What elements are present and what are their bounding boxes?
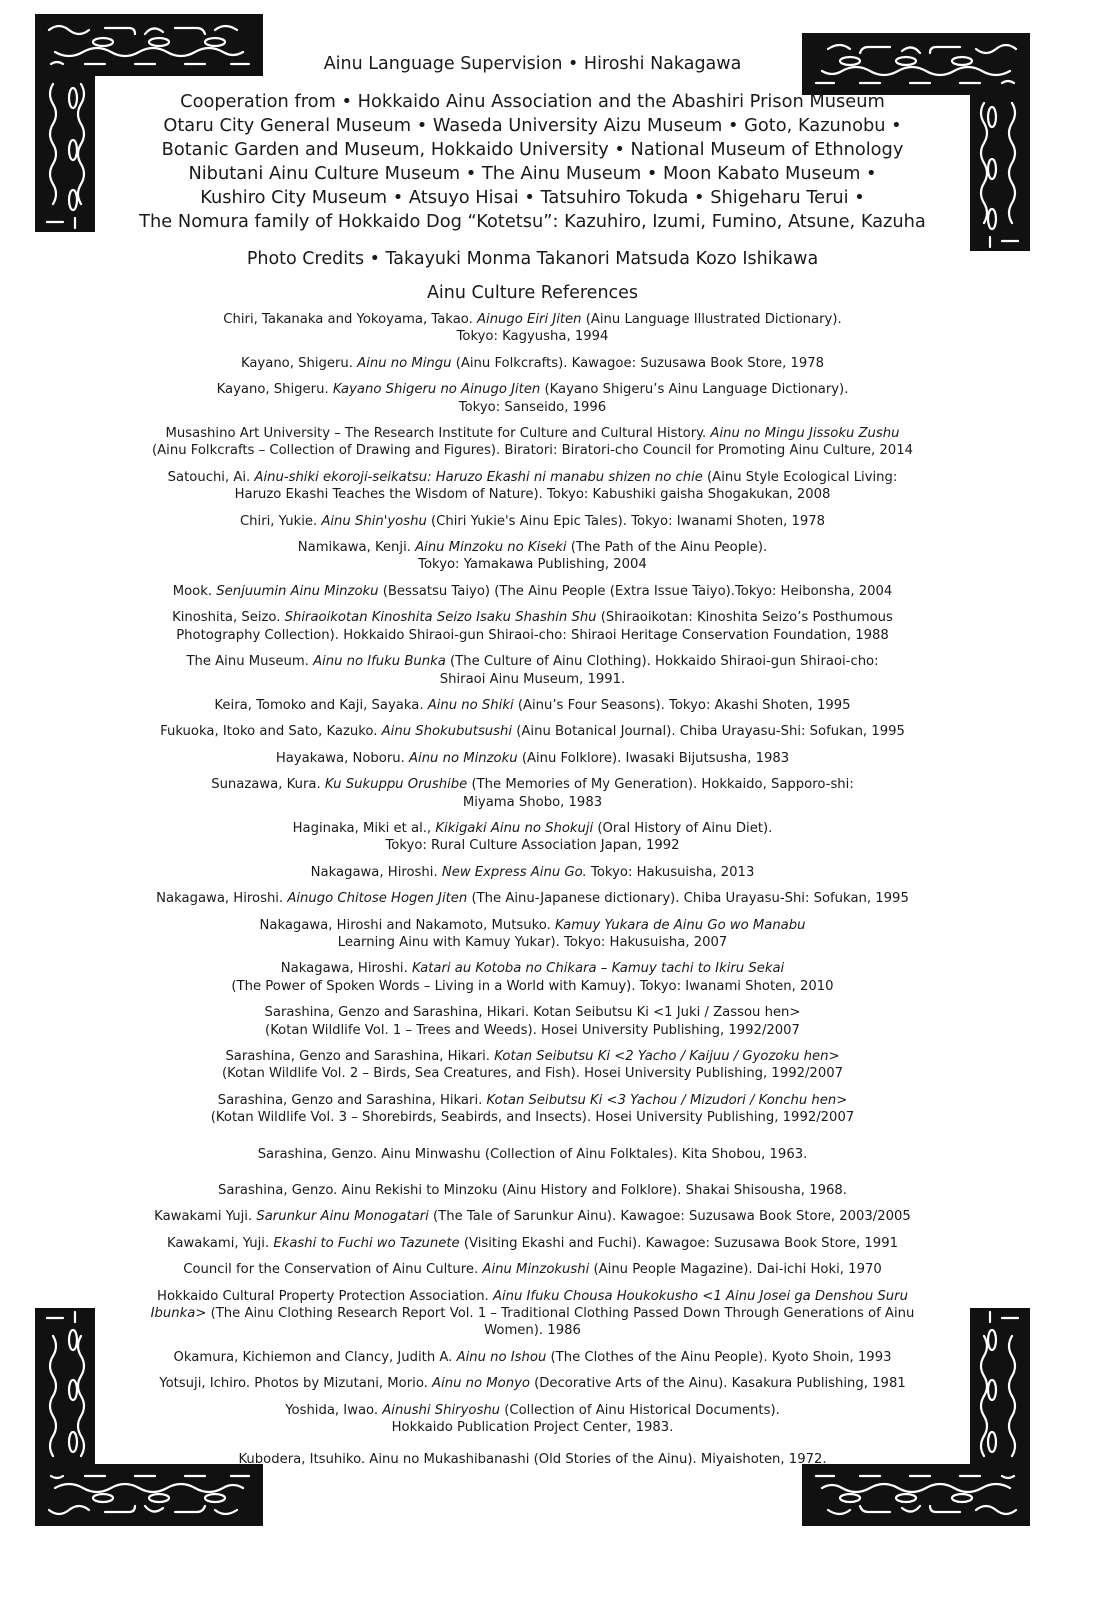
reference-title: Ekashi to Fuchi wo Tazunete [273, 1235, 460, 1251]
reference-entry [100, 311, 965, 346]
reference-line [100, 1261, 965, 1278]
reference-text: (Ainu Style Ecological Living: [702, 469, 898, 485]
references-heading: Ainu Culture References [426, 283, 639, 303]
reference-title: Katari au Kotoba no Chikara – Kamuy tachi to Ikiru Sekai [411, 961, 785, 977]
reference-text: (Ainu Botanical Journal). Chiba Urayasu-Shi: Sofukan, 1995 [512, 724, 905, 740]
reference-line [100, 425, 965, 442]
reference-line [100, 864, 965, 881]
reference-line [100, 1022, 965, 1039]
reference-line [100, 917, 965, 934]
reference-line [100, 1109, 965, 1126]
photo-credits: Photo Credits • Takayuki Monma Takanori Matsuda Kozo Ishikawa [246, 249, 819, 269]
reference-text: Nakagawa, Hiroshi. [156, 891, 288, 907]
reference-line [100, 1182, 965, 1199]
reference-entry [100, 513, 965, 530]
reference-title: Kikigaki Ainu no Shokuji [435, 820, 594, 836]
reference-entry [100, 750, 965, 767]
reference-entry [100, 890, 965, 907]
reference-title: New Express Ainu Go. [441, 864, 587, 880]
reference-text: Women). 1986 [484, 1323, 581, 1339]
cooperation-line: Cooperation from • Hokkaido Ainu Association and the Abashiri Prison Museum [180, 91, 885, 112]
reference-text: Yoshida, Iwao. [285, 1402, 383, 1418]
reference-text: Tokyo: Rural Culture Association Japan, 1992 [385, 838, 680, 854]
reference-line [100, 934, 965, 951]
reference-line [100, 583, 965, 600]
reference-title: Ainu Minzokushi [482, 1262, 590, 1278]
reference-line [100, 1288, 965, 1305]
reference-entry [100, 653, 965, 688]
reference-entry [100, 1146, 965, 1163]
reference-text: (The Ainu-Japanese dictionary). Chiba Urayasu-Shi: Sofukan, 1995 [467, 891, 909, 907]
reference-line [100, 328, 965, 345]
reference-text: Council for the Conservation of Ainu Culture. [183, 1262, 483, 1278]
reference-text: Sunazawa, Kura. [211, 777, 325, 793]
reference-title: Ainu no Shiki [427, 697, 514, 713]
reference-line [100, 311, 965, 328]
reference-line [100, 794, 965, 811]
reference-line [100, 355, 965, 372]
reference-text: Sarashina, Genzo. Ainu Minwashu (Collection of Ainu Folktales). Kita Shobou, 1963. [257, 1146, 808, 1162]
reference-text: (Kotan Wildlife Vol. 2 – Birds, Sea Creatures, and Fish). Hosei University Publishing, 1992/2007 [222, 1066, 843, 1082]
reference-entry [100, 697, 965, 714]
reference-entry [100, 425, 965, 460]
reference-entry [100, 1349, 965, 1366]
reference-text: (Visiting Ekashi and Fuchi). Kawagoe: Suzusawa Book Store, 1991 [459, 1235, 898, 1251]
reference-line [100, 1146, 965, 1163]
reference-text: Nakagawa, Hiroshi and Nakamoto, Mutsuko. [259, 917, 555, 933]
reference-text: (Ainu People Magazine). Dai-ichi Hoki, 1970 [589, 1262, 882, 1278]
reference-title: Ibunka [150, 1306, 196, 1322]
reference-text: Mook. [172, 583, 217, 599]
cooperation-line: Botanic Garden and Museum, Hokkaido University • National Museum of Ethnology [161, 139, 904, 160]
reference-entry [100, 381, 965, 416]
reference-text: Yotsuji, Ichiro. Photos by Mizutani, Morio. [159, 1376, 433, 1392]
reference-entry [100, 583, 965, 600]
reference-title: Ainushi Shiryoshu [382, 1402, 501, 1418]
reference-title: Kamuy Yukara de Ainu Go wo Manabu [555, 917, 806, 933]
reference-text: Kayano, Shigeru. [240, 355, 358, 371]
reference-text: (Ainu Language Illustrated Dictionary). [581, 312, 842, 327]
reference-line [100, 1004, 965, 1021]
reference-text: Chiri, Takanaka and Yokoyama, Takao. [223, 312, 478, 327]
reference-title: Ainu-shiki ekoroji-seikatsu: Haruzo Ekashi ni manabu shizen no chie [254, 469, 703, 485]
reference-entry [100, 1182, 965, 1199]
reference-line [100, 1305, 965, 1322]
reference-entry [100, 1261, 965, 1278]
reference-title: Shiraoikotan Kinoshita Seizo Isaku Shashin Shu [284, 610, 597, 626]
cooperation-line: Otaru City General Museum • Waseda University Aizu Museum • Goto, Kazunobu • [163, 115, 902, 136]
reference-title: Ainu Shin'yoshu [321, 513, 427, 529]
reference-text: (Kotan Wildlife Vol. 1 – Trees and Weeds). Hosei University Publishing, 1992/2007 [265, 1022, 800, 1038]
reference-text: (The Culture of Ainu Clothing). Hokkaido Shiraoi-gun Shiraoi-cho: [445, 654, 879, 670]
language-supervision: Ainu Language Supervision • Hiroshi Nakagawa [323, 54, 742, 74]
reference-title: Ainu Shokubutsushi [381, 724, 513, 740]
cooperation-line: Nibutani Ainu Culture Museum • The Ainu Museum • Moon Kabato Museum • [188, 163, 877, 184]
reference-text: (The Clothes of the Ainu People). Kyoto Shoin, 1993 [546, 1349, 892, 1365]
reference-text: Kawakami, Yuji. [167, 1235, 274, 1251]
reference-text: Hokkaido Cultural Property Protection Association. [157, 1288, 493, 1304]
reference-line [100, 556, 965, 573]
reference-text: Hayakawa, Noboru. [275, 750, 410, 766]
reference-text: Sarashina, Genzo and Sarashina, Hikari. [225, 1049, 495, 1064]
reference-entry [100, 864, 965, 881]
reference-line [100, 1402, 965, 1419]
reference-line [100, 609, 965, 626]
reference-text: Tokyo: Hakusuisha, 2013 [586, 864, 755, 880]
reference-entry [100, 1092, 965, 1127]
credits-content [100, 52, 965, 1477]
reference-line [100, 486, 965, 503]
reference-line [100, 1419, 965, 1436]
reference-line [100, 723, 965, 740]
reference-text: Learning Ainu with Kamuy Yukar). Tokyo: Hakusuisha, 2007 [337, 934, 728, 950]
reference-text: Namikawa, Kenji. [297, 540, 416, 556]
reference-text: Keira, Tomoko and Kaji, Sayaka. [214, 697, 428, 713]
references-list [100, 311, 965, 1468]
reference-text: Tokyo: Yamakawa Publishing, 2004 [418, 557, 647, 573]
reference-line [100, 1349, 965, 1366]
reference-text: Sarashina, Genzo and Sarashina, Hikari. [217, 1092, 487, 1108]
reference-entry [100, 609, 965, 644]
reference-text: Photography Collection). Hokkaido Shiraoi-gun Shiraoi-cho: Shiraoi Heritage Conservation Foundation, 1988 [176, 627, 889, 643]
reference-line [100, 1208, 965, 1225]
reference-text: (Oral History of Ainu Diet). [593, 820, 773, 836]
reference-entry [100, 776, 965, 811]
reference-title: Ainugo Chitose Hogen Jiten [287, 891, 468, 907]
cooperation-line: Kushiro City Museum • Atsuyo Hisai • Tatsuhiro Tokuda • Shigeharu Terui • [200, 187, 865, 208]
reference-entry [100, 539, 965, 574]
reference-text: (The Memories of My Generation). Hokkaido, Sapporo-shi: [467, 777, 854, 793]
reference-title: Ainu Minzoku no Kiseki [415, 540, 567, 556]
reference-entry [100, 1004, 965, 1039]
reference-text: (Ainu’s Four Seasons). Tokyo: Akashi Shoten, 1995 [513, 697, 851, 713]
cooperation-block [100, 90, 965, 234]
reference-line [100, 820, 965, 837]
reference-entry [100, 355, 965, 372]
cooperation-line: The Nomura family of Hokkaido Dog “Kotetsu”: Kazuhiro, Izumi, Fumino, Atsune, Kazuha [139, 211, 926, 232]
reference-text: Kayano, Shigeru. [216, 382, 333, 398]
reference-text: > (The Ainu Clothing Research Report Vol. 1 – Traditional Clothing Passed Down Through Generations of Ainu [195, 1306, 915, 1322]
reference-text: (The Tale of Sarunkur Ainu). Kawagoe: Suzusawa Book Store, 2003/2005 [428, 1209, 911, 1225]
reference-line [100, 837, 965, 854]
reference-title: Ku Sukuppu Orushibe [324, 777, 468, 793]
reference-line [100, 539, 965, 556]
reference-text: Kawakami Yuji. [154, 1209, 257, 1225]
reference-title: Ainu no Ishou [456, 1349, 547, 1365]
reference-text: (The Path of the Ainu People). [566, 540, 768, 556]
reference-text: Miyama Shobo, 1983 [462, 794, 603, 810]
reference-text: (Chiri Yukie's Ainu Epic Tales). Tokyo: Iwanami Shoten, 1978 [426, 513, 826, 529]
reference-text: Okamura, Kichiemon and Clancy, Judith A. [173, 1349, 457, 1365]
reference-line [100, 442, 965, 459]
reference-entry [100, 917, 965, 952]
reference-text: Sarashina, Genzo and Sarashina, Hikari. Kotan Seibutsu Ki <1 Juki / Zassou hen> [264, 1005, 801, 1021]
reference-line [100, 776, 965, 793]
reference-line [100, 1375, 965, 1392]
reference-text: Hokkaido Publication Project Center, 1983. [391, 1420, 674, 1436]
reference-entry [100, 960, 965, 995]
reference-text: Haruzo Ekashi Teaches the Wisdom of Nature). Tokyo: Kabushiki gaisha Shogakukan, 2008 [234, 487, 831, 503]
reference-title: Ainu Ifuku Chousa Houkokusho <1 Ainu Josei ga Denshou Suru [492, 1288, 908, 1304]
reference-text: (Ainu Folklore). Iwasaki Bijutsusha, 1983 [517, 750, 790, 766]
reference-entry [100, 469, 965, 504]
reference-line [100, 513, 965, 530]
reference-line [100, 1092, 965, 1109]
reference-line [100, 381, 965, 398]
reference-line [100, 627, 965, 644]
reference-title: Sarunkur Ainu Monogatari [256, 1209, 429, 1225]
reference-line [100, 978, 965, 995]
reference-title: Kayano Shigeru no Ainugo Jiten [332, 382, 541, 398]
reference-text: Sarashina, Genzo. Ainu Rekishi to Minzoku (Ainu History and Folklore). Shakai Shisousha, 1968. [218, 1183, 847, 1199]
reference-line [100, 890, 965, 907]
reference-text: Satouchi, Ai. [167, 469, 255, 485]
reference-line [100, 469, 965, 486]
reference-entry [100, 1375, 965, 1392]
reference-text: Chiri, Yukie. [239, 513, 322, 529]
reference-line [100, 399, 965, 416]
reference-title: Kotan Seibutsu Ki <2 Yacho / Kaijuu / Gyozoku hen> [494, 1049, 840, 1064]
reference-entry [100, 1288, 965, 1340]
reference-entry [100, 1451, 965, 1468]
reference-text: (Decorative Arts of the Ainu). Kasakura Publishing, 1981 [529, 1376, 906, 1392]
reference-text: Musashino Art University – The Research Institute for Culture and Cultural History. [165, 426, 711, 442]
reference-entry [100, 1235, 965, 1252]
reference-text: Haginaka, Miki et al., [292, 820, 436, 836]
reference-line [100, 1451, 965, 1468]
reference-title: Ainu no Mingu Jissoku Zushu [710, 426, 900, 442]
reference-entry [100, 820, 965, 855]
reference-title: Ainugo Eiri Jiten [477, 312, 582, 327]
reference-text: (Kayano Shigeru’s Ainu Language Dictionary). [540, 382, 849, 398]
reference-title: Ainu no Ifuku Bunka [313, 654, 446, 670]
reference-text: Kinoshita, Seizo. [172, 610, 285, 626]
reference-text: (Kotan Wildlife Vol. 3 – Shorebirds, Seabirds, and Insects). Hosei University Publishing, 1992/2007 [210, 1110, 855, 1126]
reference-line [100, 1322, 965, 1339]
reference-text: The Ainu Museum. [186, 654, 314, 670]
reference-line [100, 671, 965, 688]
reference-text: Nakagawa, Hiroshi. [310, 864, 442, 880]
reference-text: (Ainu Folkcrafts – Collection of Drawing and Figures). Biratori: Biratori-cho Council for Promoting Ainu Culture, 2014 [152, 443, 913, 459]
reference-text: Kubodera, Itsuhiko. Ainu no Mukashibanashi (Old Stories of the Ainu). Miyaishoten, 1972. [238, 1451, 827, 1467]
reference-entry [100, 1048, 965, 1083]
reference-title: Ainu no Mingu [357, 355, 452, 371]
reference-entry [100, 1402, 965, 1437]
reference-text: Fukuoka, Itoko and Sato, Kazuko. [160, 724, 382, 740]
reference-line [100, 1048, 965, 1065]
reference-title: Ainu no Monyo [432, 1376, 530, 1392]
reference-title: Ainu no Minzoku [409, 750, 518, 766]
reference-line [100, 697, 965, 714]
reference-text: Tokyo: Sanseido, 1996 [458, 399, 607, 415]
reference-entry [100, 1208, 965, 1225]
reference-entry [100, 723, 965, 740]
reference-line [100, 1065, 965, 1082]
reference-line [100, 653, 965, 670]
reference-text: Tokyo: Kagyusha, 1994 [456, 329, 609, 345]
reference-text: Shiraoi Ainu Museum, 1991. [439, 671, 626, 687]
reference-title: Senjuumin Ainu Minzoku [216, 583, 379, 599]
reference-title: Kotan Seibutsu Ki <3 Yachou / Mizudori / Konchu hen> [486, 1092, 848, 1108]
reference-text: (Collection of Ainu Historical Documents). [500, 1402, 780, 1418]
reference-line [100, 1235, 965, 1252]
reference-text: Nakagawa, Hiroshi. [280, 961, 412, 977]
reference-line [100, 750, 965, 767]
reference-text: (Ainu Folkcrafts). Kawagoe: Suzusawa Book Store, 1978 [451, 355, 825, 371]
reference-text: (The Power of Spoken Words – Living in a World with Kamuy). Tokyo: Iwanami Shoten, 2010 [231, 978, 834, 994]
reference-text: (Shiraoikotan: Kinoshita Seizo’s Posthumous [596, 610, 893, 626]
reference-text: (Bessatsu Taiyo) (The Ainu People (Extra Issue Taiyo).Tokyo: Heibonsha, 2004 [378, 583, 893, 599]
reference-line [100, 960, 965, 977]
